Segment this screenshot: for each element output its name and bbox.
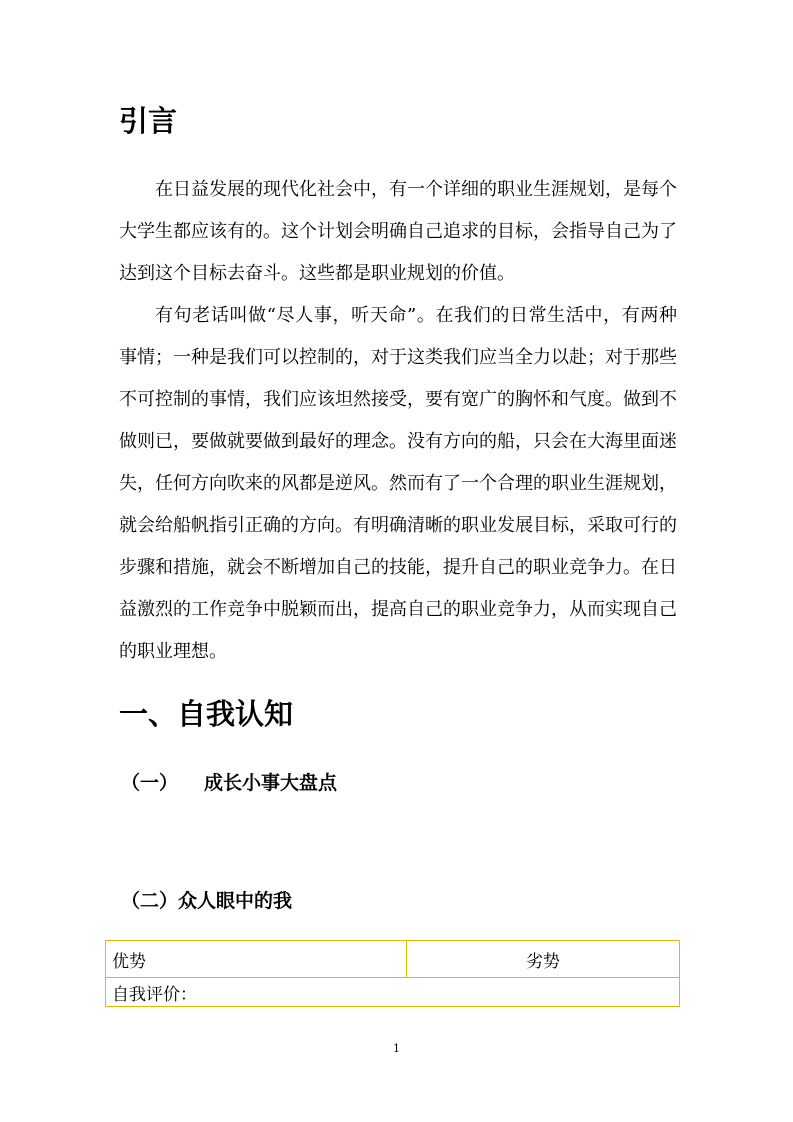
self-evaluation-cell: 自我评价： [106, 978, 680, 1007]
subsection-heading-1 [121, 769, 337, 797]
intro-paragraph-1: 在日益发展的现代化社会中，有一个详细的职业生涯规划，是每个大学生都应该有的。这个计划会明确自己追求的目标，会指导自己为了达到这个目标去奋斗。这些都是职业规划的价值。 [119, 179, 677, 284]
section-heading-self-awareness: 一、自我认知 [119, 697, 294, 731]
table-row [106, 941, 680, 978]
subsection-title-2: 众人眼中的我 [178, 890, 293, 912]
disadvantages-cell: 劣势 [407, 941, 680, 978]
advantages-cell: 优势 [106, 941, 407, 978]
subsection-title-1: 成长小事大盘点 [204, 772, 338, 794]
subsection-number-1: （一） [121, 772, 179, 794]
evaluation-table [105, 940, 680, 1007]
page-number: 1 [393, 1042, 400, 1055]
subsection-heading-2 [121, 887, 292, 915]
table-row [106, 978, 680, 1007]
intro-paragraph-2: 有句老话叫做“尽人事，听天命”。在我们的日常生活中，有两种事情；一种是我们可以控制的，对于这类我们应当全力以赴；对于那些不可控制的事情，我们应该坦然接受，要有宽广的胸怀和气度。做到不做则已，要做就要做到最好的理念。没有方向的船，只会在大海里面迷失，任何方向吹来的风都是逆风。然而有了一个合理的职业生涯规划，就会给船帆指引正确的方向。有明确清晰的职业发展目标，采取可行的步骤和措施，就会不断增加自己的技能，提升自己的职业竞争力。在日益激烈的工作竞争中脱颖而出，提高自己的职业竞争力，从而实现自己的职业理想。 [119, 305, 677, 662]
subsection-number-2: （二） [121, 890, 179, 912]
intro-heading: 引言 [119, 104, 178, 138]
